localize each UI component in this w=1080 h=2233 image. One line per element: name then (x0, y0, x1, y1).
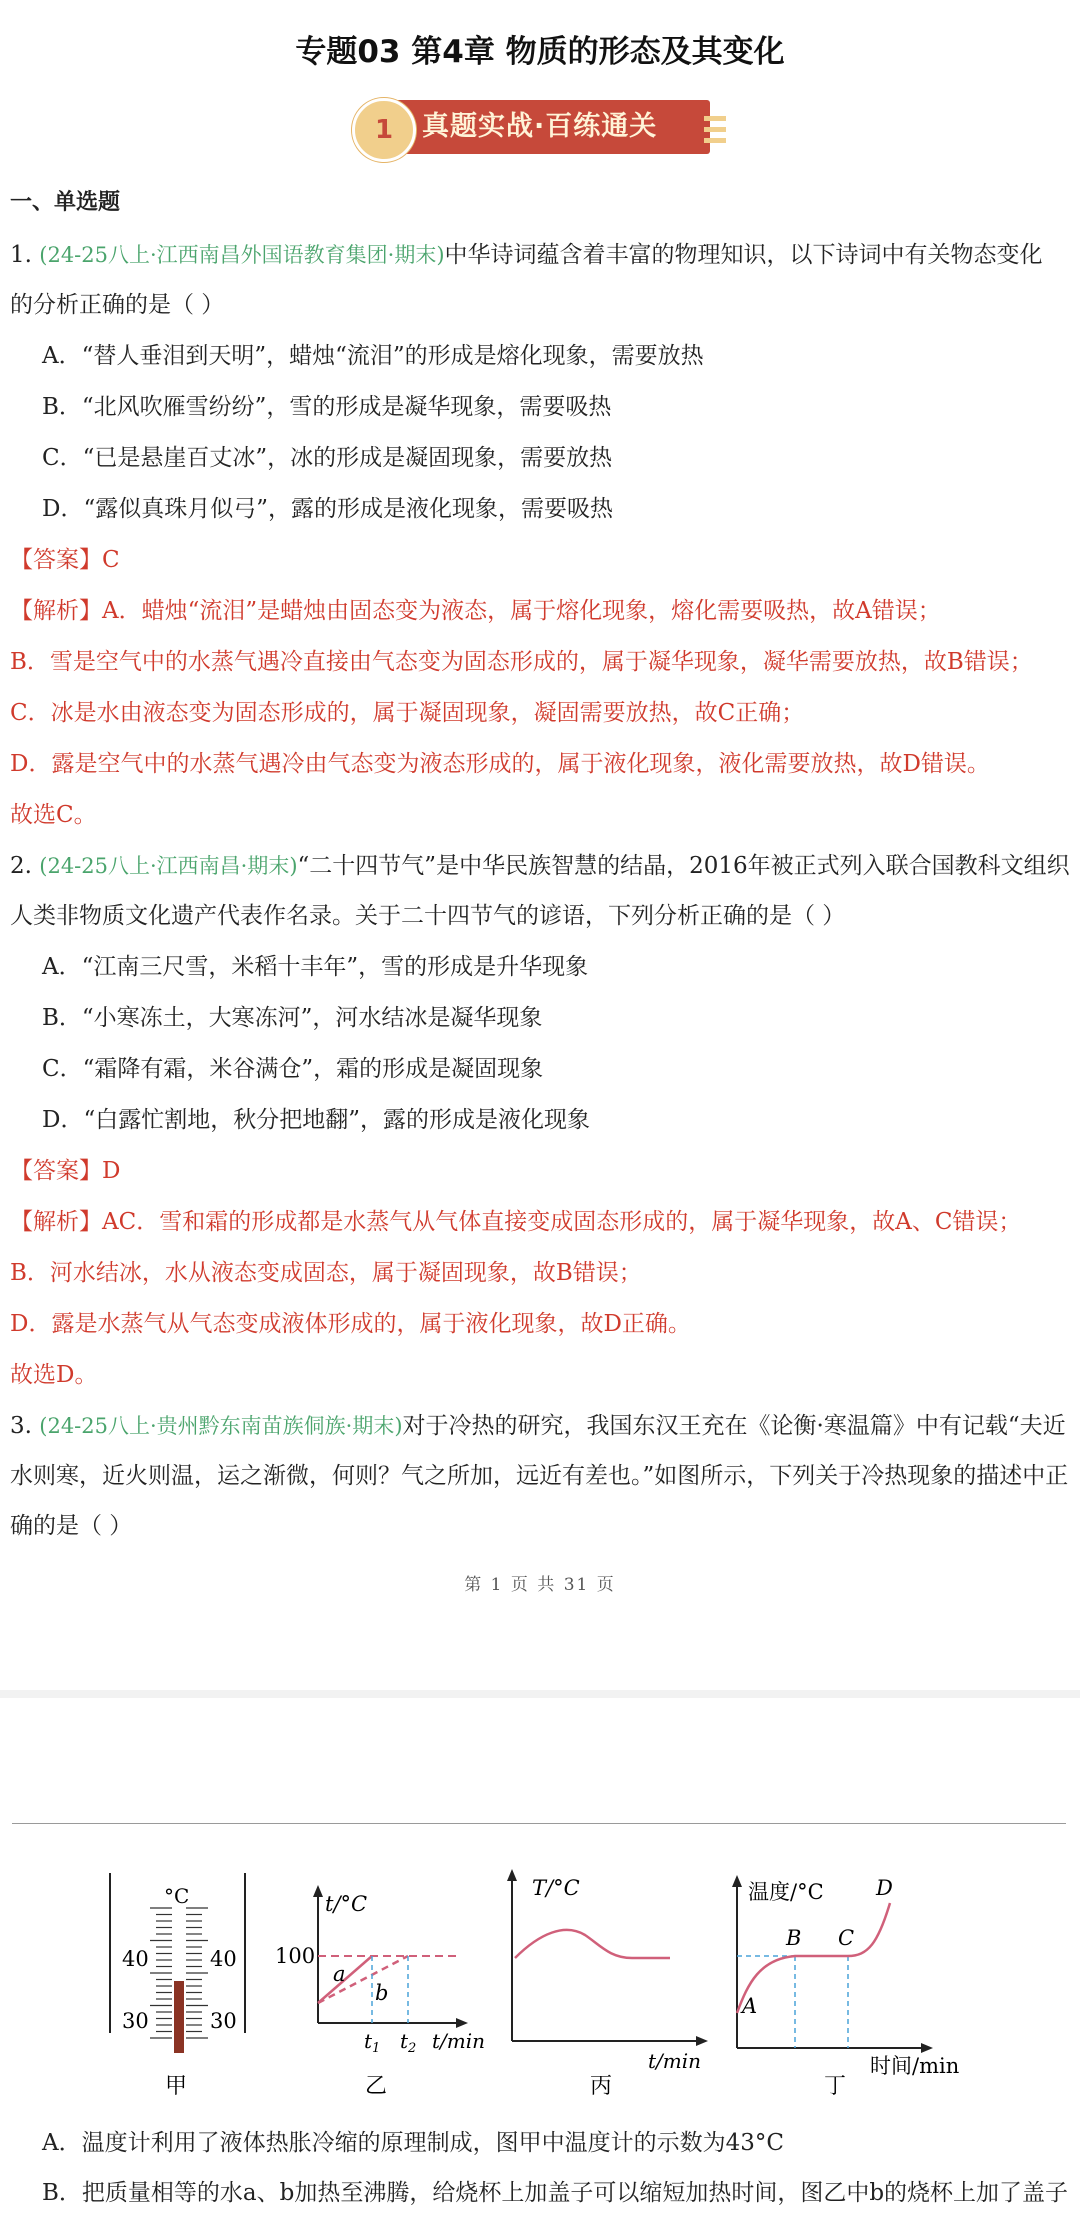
option-a: A．“江南三尺雪，米稻十丰年”，雪的形成是升华现象 (42, 954, 589, 980)
option-b: B．“小寒冻土，大寒冻河”，河水结冰是凝华现象 (42, 1005, 543, 1031)
point-label-d: D (876, 1876, 893, 1900)
analysis-line: D．露是空气中的水蒸气遇冷由气态变为液态形成的，属于液化现象，液化需要放热，故D错误。 (10, 751, 990, 777)
answer-line (10, 1156, 120, 1186)
option-b: B．把质量相等的水a、b加热至沸腾，给烧杯上加盖子可以缩短加热时间，图乙中b的烧杯上加了盖子 (42, 2180, 1069, 2206)
question-source: (24-25八上·江西南昌·期末) (39, 854, 298, 878)
figure-caption: 丙 (590, 2074, 613, 2099)
header-rule (12, 1823, 1066, 1824)
question-1-stem (10, 240, 1043, 270)
conclusion-line: 故选C。 (10, 802, 97, 828)
figure-caption: 甲 (165, 2074, 188, 2099)
y-tick-100: 100 (275, 1944, 316, 1968)
analysis-line (10, 596, 941, 626)
scale-label-30-left: 30 (122, 2009, 149, 2033)
graph-ding (732, 1875, 959, 2099)
analysis-line (10, 1207, 1021, 1237)
banner-deco-line (704, 127, 726, 132)
option-d: D．“露似真珠月似弓”，露的形成是液化现象，需要吸热 (42, 496, 613, 522)
answer-value: C (102, 547, 120, 573)
page-footer: 第 1 页 共 31 页 (464, 1575, 616, 1595)
question-number: 2. (10, 853, 32, 879)
temperature-curve (515, 1930, 670, 1958)
axis-label-y: T/°C (532, 1876, 580, 1900)
option-a: A．温度计利用了液体热胀冷缩的原理制成，图甲中温度计的示数为43°C (42, 2130, 784, 2156)
axis-label-x: 时间/min (870, 2054, 960, 2078)
axis-label-x: t/min (432, 2029, 486, 2053)
question-text: 人类非物质文化遗产代表作名录。关于二十四节气的谚语，下列分析正确的是（ ） (10, 903, 846, 929)
answer-tag: 【答案】 (10, 1158, 102, 1184)
point-label-b: B (786, 1926, 802, 1950)
question-text: 的分析正确的是（ ） (10, 292, 225, 318)
document-page-2 (0, 1698, 1080, 2213)
document-title: 专题03 第4章 物质的形态及其变化 (295, 34, 785, 70)
analysis-tag: 【解析】 (10, 1209, 102, 1235)
figure-caption: 丁 (824, 2074, 847, 2099)
question-text: 水则寒，近火则温，运之渐微，何则？气之所加，远近有差也。”如图所示，下列关于冷热现象的描述中正 (10, 1463, 1069, 1489)
question-text: “二十四节气”是中华民族智慧的结晶，2016年被正式列入联合国教科文组织 (297, 853, 1070, 879)
question-text: 对于冷热的研究，我国东汉王充在《论衡·寒温篇》中有记载“夫近 (402, 1413, 1066, 1439)
thermometer-column (174, 1981, 184, 2053)
section-heading: 一、单选题 (10, 190, 121, 215)
axis-label-y: t/°C (325, 1892, 368, 1916)
figure-caption: 乙 (365, 2074, 388, 2099)
analysis-line: D．露是水蒸气从气态变成液体形成的，属于液化现象，故D正确。 (10, 1311, 691, 1337)
answer-value: D (102, 1158, 121, 1184)
analysis-line: B．雪是空气中的水蒸气遇冷直接由气态变为固态形成的，属于凝华现象，凝华需要放热，故B错误； (10, 649, 1033, 675)
analysis-tag: 【解析】 (10, 598, 102, 624)
question-number: 3. (10, 1413, 32, 1439)
graph-yi (275, 1885, 485, 2099)
thermometer-figure (110, 1873, 245, 2099)
answer-line (10, 545, 120, 575)
question-source: (24-25八上·贵州黔东南苗族侗族·期末) (39, 1414, 403, 1438)
option-c: C．“已是悬崖百丈冰”，冰的形成是凝固现象，需要放热 (42, 445, 613, 471)
curve-label-a: a (333, 1962, 346, 1986)
analysis-text: AC．雪和霜的形成都是水蒸气从气体直接变成固态形成的，属于凝华现象，故A、C错误； (102, 1209, 1022, 1235)
scale-label-40-left: 40 (122, 1947, 149, 1971)
option-c: C．“霜降有霜，米谷满仓”，霜的形成是凝固现象 (42, 1056, 544, 1082)
answer-tag: 【答案】 (10, 547, 102, 573)
axis-label-x: t/min (648, 2049, 702, 2073)
analysis-text: A．蜡烛“流泪”是蜡烛由固态变为液态，属于熔化现象，熔化需要吸热，故A错误； (102, 598, 941, 624)
axis-label-y: 温度/°C (748, 1880, 824, 1904)
banner-deco-line (704, 138, 726, 143)
banner-label: 真题实战·百练通关 (422, 111, 658, 142)
point-label-c: C (838, 1926, 855, 1950)
question-text: 确的是（ ） (10, 1513, 133, 1539)
analysis-line: C．冰是水由液态变为固态形成的，属于凝固现象，凝固需要放热，故C正确； (10, 700, 805, 726)
graph-bing (507, 1869, 708, 2099)
question-number: 1. (10, 242, 32, 268)
curve-label-b: b (375, 1981, 389, 2005)
scale-label-30-right: 30 (210, 2009, 237, 2033)
option-a: A．“替人垂泪到天明”，蜡烛“流泪”的形成是熔化现象，需要放热 (42, 343, 704, 369)
heating-curve (737, 1903, 890, 2013)
question-3-stem (10, 1411, 1066, 1441)
conclusion-line: 故选D。 (10, 1362, 98, 1388)
analysis-line: B．河水结冰，水从液态变成固态，属于凝固现象，故B错误； (10, 1260, 642, 1286)
x-tick-t2: $t_2$ (400, 2029, 417, 2056)
question-text: 中华诗词蕴含着丰富的物理知识，以下诗词中有关物态变化 (444, 242, 1043, 268)
thermometer-unit: °C (164, 1884, 190, 1908)
page-separator (0, 1690, 1080, 1698)
x-tick-t1: $t_1$ (364, 2029, 381, 2056)
question-source: (24-25八上·江西南昌外国语教育集团·期末) (39, 243, 445, 267)
section-banner (352, 96, 728, 158)
banner-deco-line (704, 116, 726, 121)
banner-number: 1 (374, 115, 394, 145)
option-b: B．“北风吹雁雪纷纷”，雪的形成是凝华现象，需要吸热 (42, 394, 612, 420)
option-d: D．“白露忙割地，秋分把地翻”，露的形成是液化现象 (42, 1107, 590, 1133)
scale-label-40-right: 40 (210, 1947, 237, 1971)
point-label-a: A (742, 1994, 758, 2018)
question-2-stem (10, 851, 1070, 881)
